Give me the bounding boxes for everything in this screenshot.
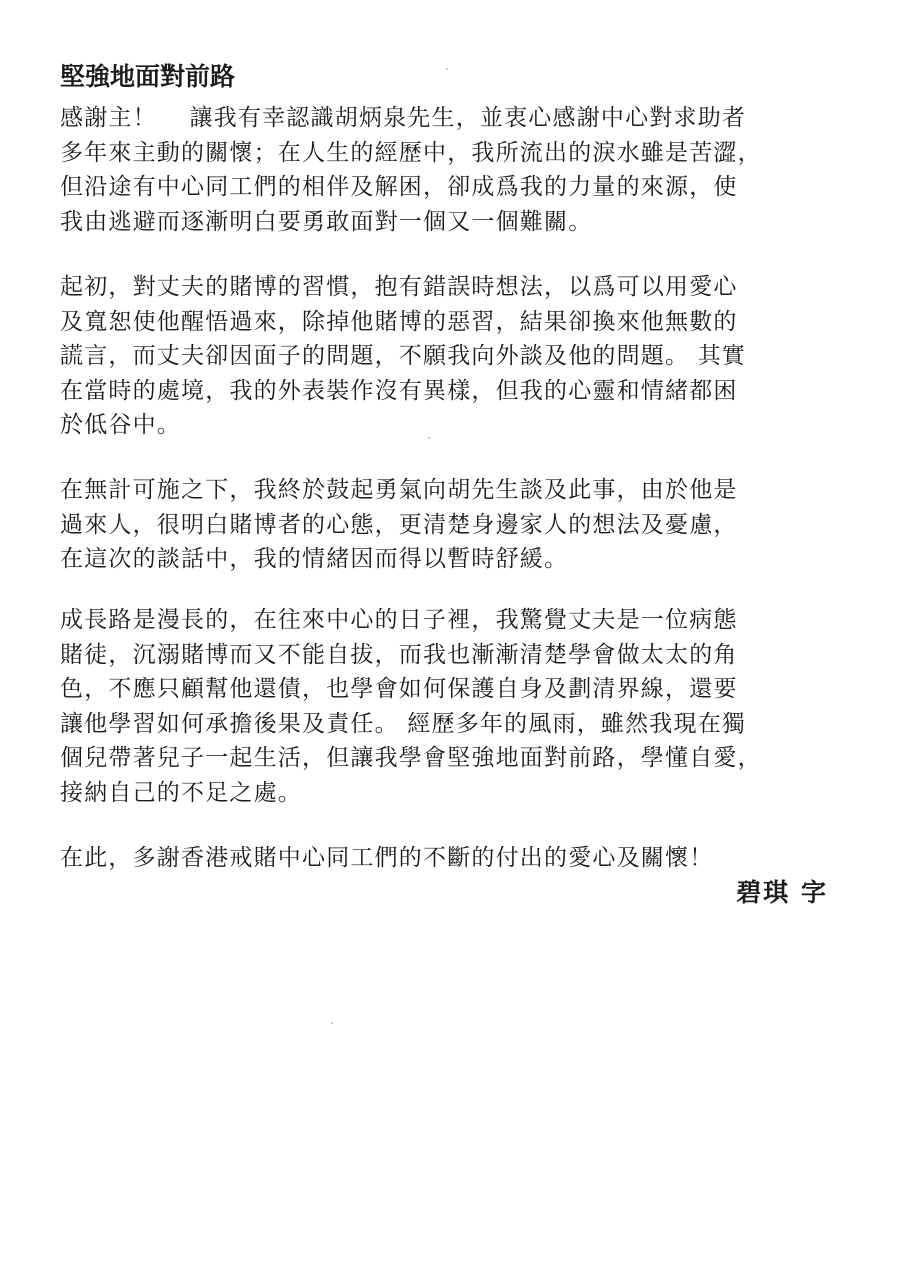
paragraph-1	[60, 101, 840, 239]
paragraph-line: 我由逃避而逐漸明白要勇敢面對一個又一個難關。	[60, 208, 593, 235]
scan-speck	[446, 68, 448, 70]
paragraph-line: 在此，多謝香港戒賭中心同工們的不斷的付出的愛心及關懷！	[60, 845, 714, 871]
paragraph-line: 賭徒，沉溺賭博而又不能自拔，而我也漸漸清楚學會做太太的角	[60, 641, 738, 668]
paragraph-line: 及寬恕使他醒悟過來，除掉他賭博的惡習，結果卻換來他無數的	[60, 308, 738, 335]
paragraph-line: 感謝主！ 讓我有幸認識胡炳泉先生，並衷心感謝中心對求助者	[60, 105, 747, 131]
paragraph-3	[60, 473, 840, 577]
paragraph-2	[60, 270, 840, 443]
scan-speck	[331, 1022, 333, 1024]
paragraph-line: 謊言，而丈夫卻因面子的問題，不願我向外談及他的問題。 其實	[60, 343, 747, 369]
paragraph-line: 接納自己的不足之處。	[60, 779, 302, 806]
paragraph-line: 多年來主動的關懷；在人生的經歷中，我所流出的淚水雖是苦澀，	[60, 139, 762, 166]
paragraph-line: 但沿途有中心同工們的相伴及解困，卻成爲我的力量的來源，使	[60, 174, 738, 200]
paragraph-line: 過來人，很明白賭博者的心態，更清楚身邊家人的想法及憂慮，	[60, 511, 738, 538]
paragraph-4	[60, 603, 840, 810]
paragraph-line: 在無計可施之下，我終於鼓起勇氣向胡先生談及此事，由於他是	[60, 477, 738, 503]
scan-speck	[428, 437, 430, 439]
paragraph-line: 個兒帶著兒子一起生活，但讓我學會堅強地面對前路，學懂自愛，	[60, 745, 762, 771]
paragraph-line: 起初，對丈夫的賭博的習慣，抱有錯誤時想法，以爲可以用愛心	[60, 274, 738, 300]
letter-title: 堅強地面對前路	[60, 62, 236, 91]
paragraph-line: 於低谷中。	[60, 412, 181, 438]
paragraph-line: 在當時的處境，我的外表裝作沒有異樣，但我的心靈和情緒都困	[60, 377, 738, 404]
paragraph-line: 色，不應只顧幫他還債，也學會如何保護自身及劃清界線，還要	[60, 676, 738, 702]
paragraph-line: 成長路是漫長的，在往來中心的日子裡，我驚覺丈夫是一位病態	[60, 607, 738, 633]
paragraph-line: 在這次的談話中，我的情緒因而得以暫時舒緩。	[60, 546, 569, 572]
paragraph-line: 讓他學習如何承擔後果及責任。 經歷多年的風雨，雖然我現在獨	[60, 710, 747, 737]
paragraph-5	[60, 841, 840, 876]
signature: 碧琪 字	[736, 878, 828, 907]
